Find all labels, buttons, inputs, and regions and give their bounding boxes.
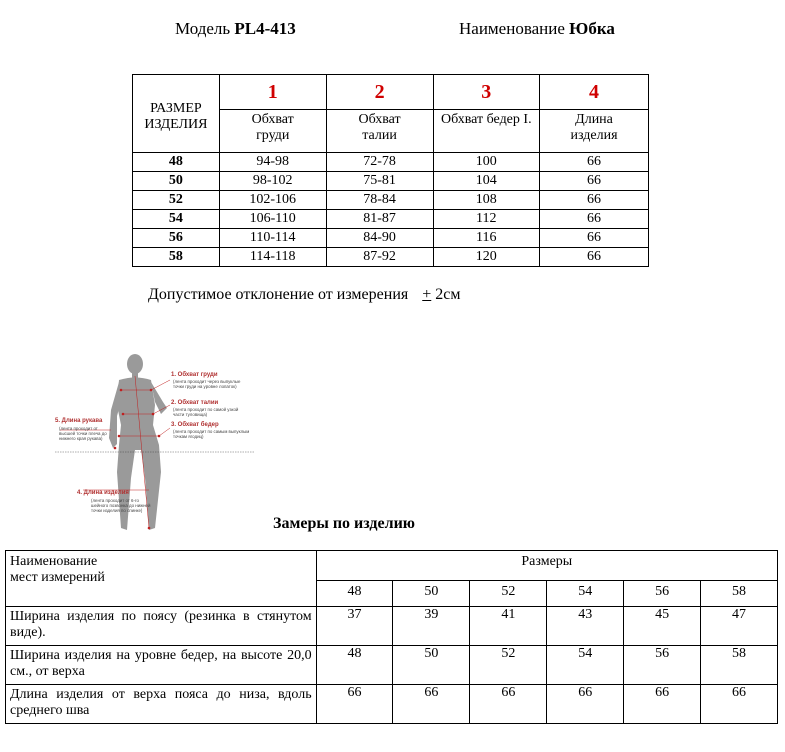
measurement-value: 66 [316, 685, 393, 724]
model-value: PL4-413 [234, 19, 296, 38]
measurement-value: 48 [316, 646, 393, 685]
size-cell: 114-118 [219, 248, 326, 267]
measurement-value: 52 [470, 646, 547, 685]
measurement-value: 47 [701, 607, 778, 646]
measurement-label: Ширина изделия по поясу (резинка в стянутом виде). [6, 607, 317, 646]
size-column-header: 50 [393, 581, 470, 607]
figure-label-note: (лента проходит по самым выпуклым точкам ягодиц) [173, 429, 250, 439]
measurement-value: 41 [470, 607, 547, 646]
measurement-value: 66 [393, 685, 470, 724]
figure-label-note: (лента проходит от высшей точки плеча до нижнего края рукава) [59, 426, 107, 441]
size-cell: 120 [433, 248, 540, 267]
size-label: 56 [133, 229, 220, 248]
measurement-value: 37 [316, 607, 393, 646]
figure-label: 1. Обхват груди [171, 372, 218, 378]
size-cell: 75-81 [326, 172, 433, 191]
figure-label-note: (лента проходит от 6-го шейного позвонка до нижней точки изделия по спинке) [91, 498, 151, 513]
product-name-value: Юбка [569, 19, 615, 38]
figure-label: 2. Обхват талии [171, 400, 219, 406]
tolerance-text: Допустимое отклонение от измерения [148, 286, 409, 303]
measurement-value: 50 [393, 646, 470, 685]
measurement-name-header-text: Наименование мест измерений [10, 554, 105, 585]
figure-label: 5. Длина рукава [55, 418, 103, 424]
measurement-value: 66 [547, 685, 624, 724]
size-cell: 87-92 [326, 248, 433, 267]
size-cell: 66 [540, 248, 649, 267]
size-label: 54 [133, 210, 220, 229]
size-cell: 81-87 [326, 210, 433, 229]
measurement-value: 43 [547, 607, 624, 646]
size-cell: 66 [540, 172, 649, 191]
figure-label: 3. Обхват бедер [171, 422, 219, 428]
measurement-value: 66 [624, 685, 701, 724]
measurement-value: 56 [624, 646, 701, 685]
size-row-header: РАЗМЕР ИЗДЕЛИЯ [133, 75, 220, 153]
size-cell: 108 [433, 191, 540, 210]
tolerance-value: 2см [435, 286, 461, 303]
size-label: 48 [133, 153, 220, 172]
measurement-value: 54 [547, 646, 624, 685]
size-cell: 112 [433, 210, 540, 229]
size-cell: 72-78 [326, 153, 433, 172]
size-cell: 66 [540, 210, 649, 229]
measurements-title: Замеры по изделию [273, 515, 416, 532]
size-column-header: 56 [624, 581, 701, 607]
size-label: 50 [133, 172, 220, 191]
measurement-name-header [6, 551, 317, 607]
tolerance-note [148, 286, 461, 304]
size-cell: 66 [540, 153, 649, 172]
size-column-header: 54 [547, 581, 624, 607]
size-cell: 66 [540, 191, 649, 210]
size-cell: 110-114 [219, 229, 326, 248]
measurement-value: 58 [701, 646, 778, 685]
size-chart-table [132, 74, 649, 267]
column-header: Обхват талии [326, 110, 433, 153]
measurement-label: Длина изделия от верха пояса до низа, вдоль среднего шва [6, 685, 317, 724]
size-cell: 66 [540, 229, 649, 248]
measurement-label: Ширина изделия на уровне бедер, на высоте 20,0 см., от верха [6, 646, 317, 685]
column-number: 1 [219, 75, 326, 110]
measurement-value: 39 [393, 607, 470, 646]
sizes-header: Размеры [316, 551, 777, 581]
size-cell: 78-84 [326, 191, 433, 210]
size-cell: 106-110 [219, 210, 326, 229]
column-number: 2 [326, 75, 433, 110]
size-column-header: 48 [316, 581, 393, 607]
size-column-header: 58 [701, 581, 778, 607]
model-label: Модель [175, 19, 231, 38]
size-cell: 102-106 [219, 191, 326, 210]
size-column-header: 52 [470, 581, 547, 607]
measurement-value: 66 [701, 685, 778, 724]
figure-label-note: (лента проходит по самой узкой части туловища) [173, 407, 239, 417]
size-cell: 98-102 [219, 172, 326, 191]
model-heading [175, 19, 296, 39]
size-label: 52 [133, 191, 220, 210]
figure-label: 4. Длина изделия [77, 490, 129, 496]
measurement-value: 45 [624, 607, 701, 646]
plus-minus-sign: + [422, 286, 432, 303]
column-number: 3 [433, 75, 540, 110]
size-cell: 100 [433, 153, 540, 172]
column-number: 4 [540, 75, 649, 110]
column-header: Обхват бедер I. [433, 110, 540, 153]
size-cell: 84-90 [326, 229, 433, 248]
product-name-label: Наименование [459, 19, 565, 38]
size-cell: 116 [433, 229, 540, 248]
measurements-table [5, 550, 778, 724]
size-cell: 104 [433, 172, 540, 191]
figure-label-note: (лента проходит через выпуклые точки груди на уровне лопаток) [173, 379, 241, 389]
measurement-figure [55, 350, 265, 540]
product-name-heading [459, 19, 615, 39]
size-cell: 94-98 [219, 153, 326, 172]
size-label: 58 [133, 248, 220, 267]
column-header: Длина изделия [540, 110, 649, 153]
measurement-value: 66 [470, 685, 547, 724]
column-header: Обхват груди [219, 110, 326, 153]
